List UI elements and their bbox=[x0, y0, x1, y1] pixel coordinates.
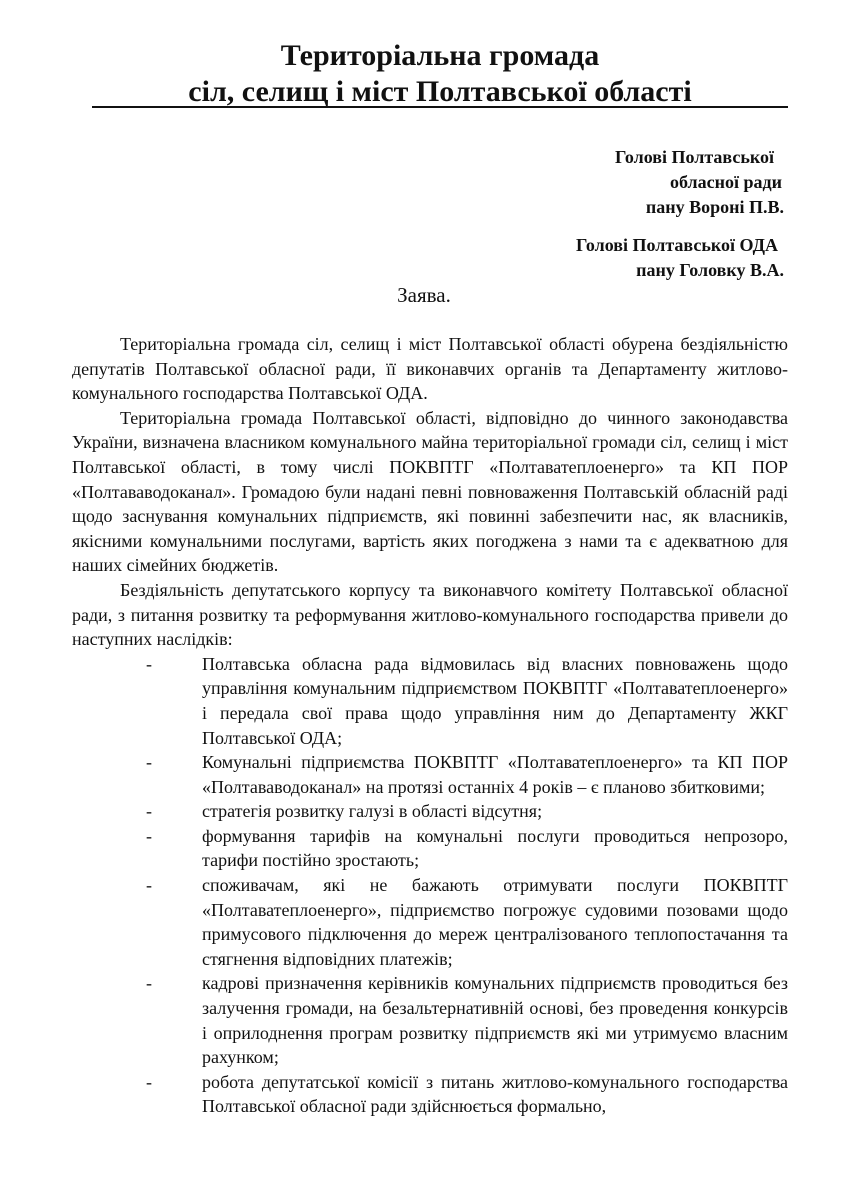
list-item-text: кадрові призначення керівників комунальних підприємств проводиться без залучення громади, на безальтернативній основі, без проведення конкурсів і оприлоднення програм розвитку підприємств які ми утримуємо власним рахунком; bbox=[202, 973, 788, 1068]
addressee-line: Голові Полтавської ОДА bbox=[576, 235, 778, 255]
list-item bbox=[72, 750, 788, 799]
addressee-block-council bbox=[584, 145, 784, 220]
list-item-text: стратегія розвитку галузі в області відсутня; bbox=[202, 801, 543, 822]
title-divider bbox=[92, 106, 788, 108]
list-dash: - bbox=[146, 875, 152, 896]
document-body bbox=[72, 332, 788, 1119]
statement-heading: Заява. bbox=[397, 283, 451, 307]
list-item-text: Комунальні підприємства ПОКВПТГ «Полтаватеплоенерго» та КП ПОР «Полтававодоканал» на протязі останніх 4 років – є планово збитковими; bbox=[202, 752, 788, 797]
list-dash: - bbox=[146, 1071, 152, 1092]
addressee-line: пану Вороні П.В. bbox=[645, 197, 784, 217]
list-dash: - bbox=[146, 801, 152, 822]
list-item bbox=[72, 971, 788, 1069]
list-dash: - bbox=[146, 752, 152, 773]
list-item bbox=[72, 799, 788, 824]
body-paragraph: Територіальна громада сіл, селищ і міст Полтавської області обурена бездіяльністю депутатів Полтавської обласної ради, її виконавчих органів та Департаменту житлово-комунального господарства Полтавської ОДА. bbox=[72, 334, 788, 404]
list-item bbox=[72, 873, 788, 971]
list-dash: - bbox=[146, 973, 152, 994]
list-item bbox=[72, 1070, 788, 1119]
addressee-line: обласної ради bbox=[670, 172, 782, 192]
document-title bbox=[92, 38, 788, 110]
list-dash: - bbox=[146, 825, 152, 846]
addressee-line: Голові Полтавської bbox=[614, 147, 774, 167]
list-item-text: Полтавська обласна рада відмовилась від власних повноважень щодо управління комунальним підприємством ПОКВПТГ «Полтаватеплоенерго» і передала свої права щодо управління ним до Департаменту ЖКГ Полтавської ОДА; bbox=[202, 653, 788, 748]
body-paragraph: Територіальна громада Полтавської області, відповідно до чинного законодавства України, визначена власником комунального майна територіальної громади сіл, селищ і міст Полтавської області, в тому числі ПОКВПТГ «Полтаватеплоенерго» та КП ПОР «Полтававодоканал». Громадою були надані певні повноваження Полтавській обласній раді щодо заснування комунальних підприємств, які повинні забезпечити нас, як власників, якісними комунальними послугами, вартість яких погоджена з нами та є адекватною для наших сімейних бюджетів. bbox=[72, 407, 788, 576]
body-paragraph: Бездіяльність депутатського корпусу та виконавчого комітету Полтавської обласної ради, з питання розвитку та реформування житлово-комунального господарства привели до наступних наслідків: bbox=[72, 579, 788, 650]
list-dash: - bbox=[146, 653, 152, 674]
title-line-2: сіл, селищ і міст Полтавської області bbox=[188, 75, 692, 108]
list-item bbox=[72, 652, 788, 750]
list-item-text: формування тарифів на комунальні послуги проводиться непрозоро, тарифи постійно зростають; bbox=[202, 825, 788, 871]
addressee-line: пану Головку В.А. bbox=[636, 260, 784, 280]
list-item-text: робота депутатської комісії з питань житлово-комунального господарства Полтавської обласної ради здійснюється формально, bbox=[202, 1071, 788, 1117]
addressee-block-oda bbox=[544, 233, 784, 283]
list-item bbox=[72, 824, 788, 873]
title-line-1: Територіальна громада bbox=[280, 39, 600, 72]
list-item-text: споживачам, які не бажають отримувати послуги ПОКВПТГ «Полтаватеплоенерго», підприємство погрожує судовими позовами щодо примусового підключення до мереж централізованого теплопостачання та стягнення відповідних платежів; bbox=[202, 875, 788, 969]
consequences-list bbox=[72, 652, 788, 1119]
